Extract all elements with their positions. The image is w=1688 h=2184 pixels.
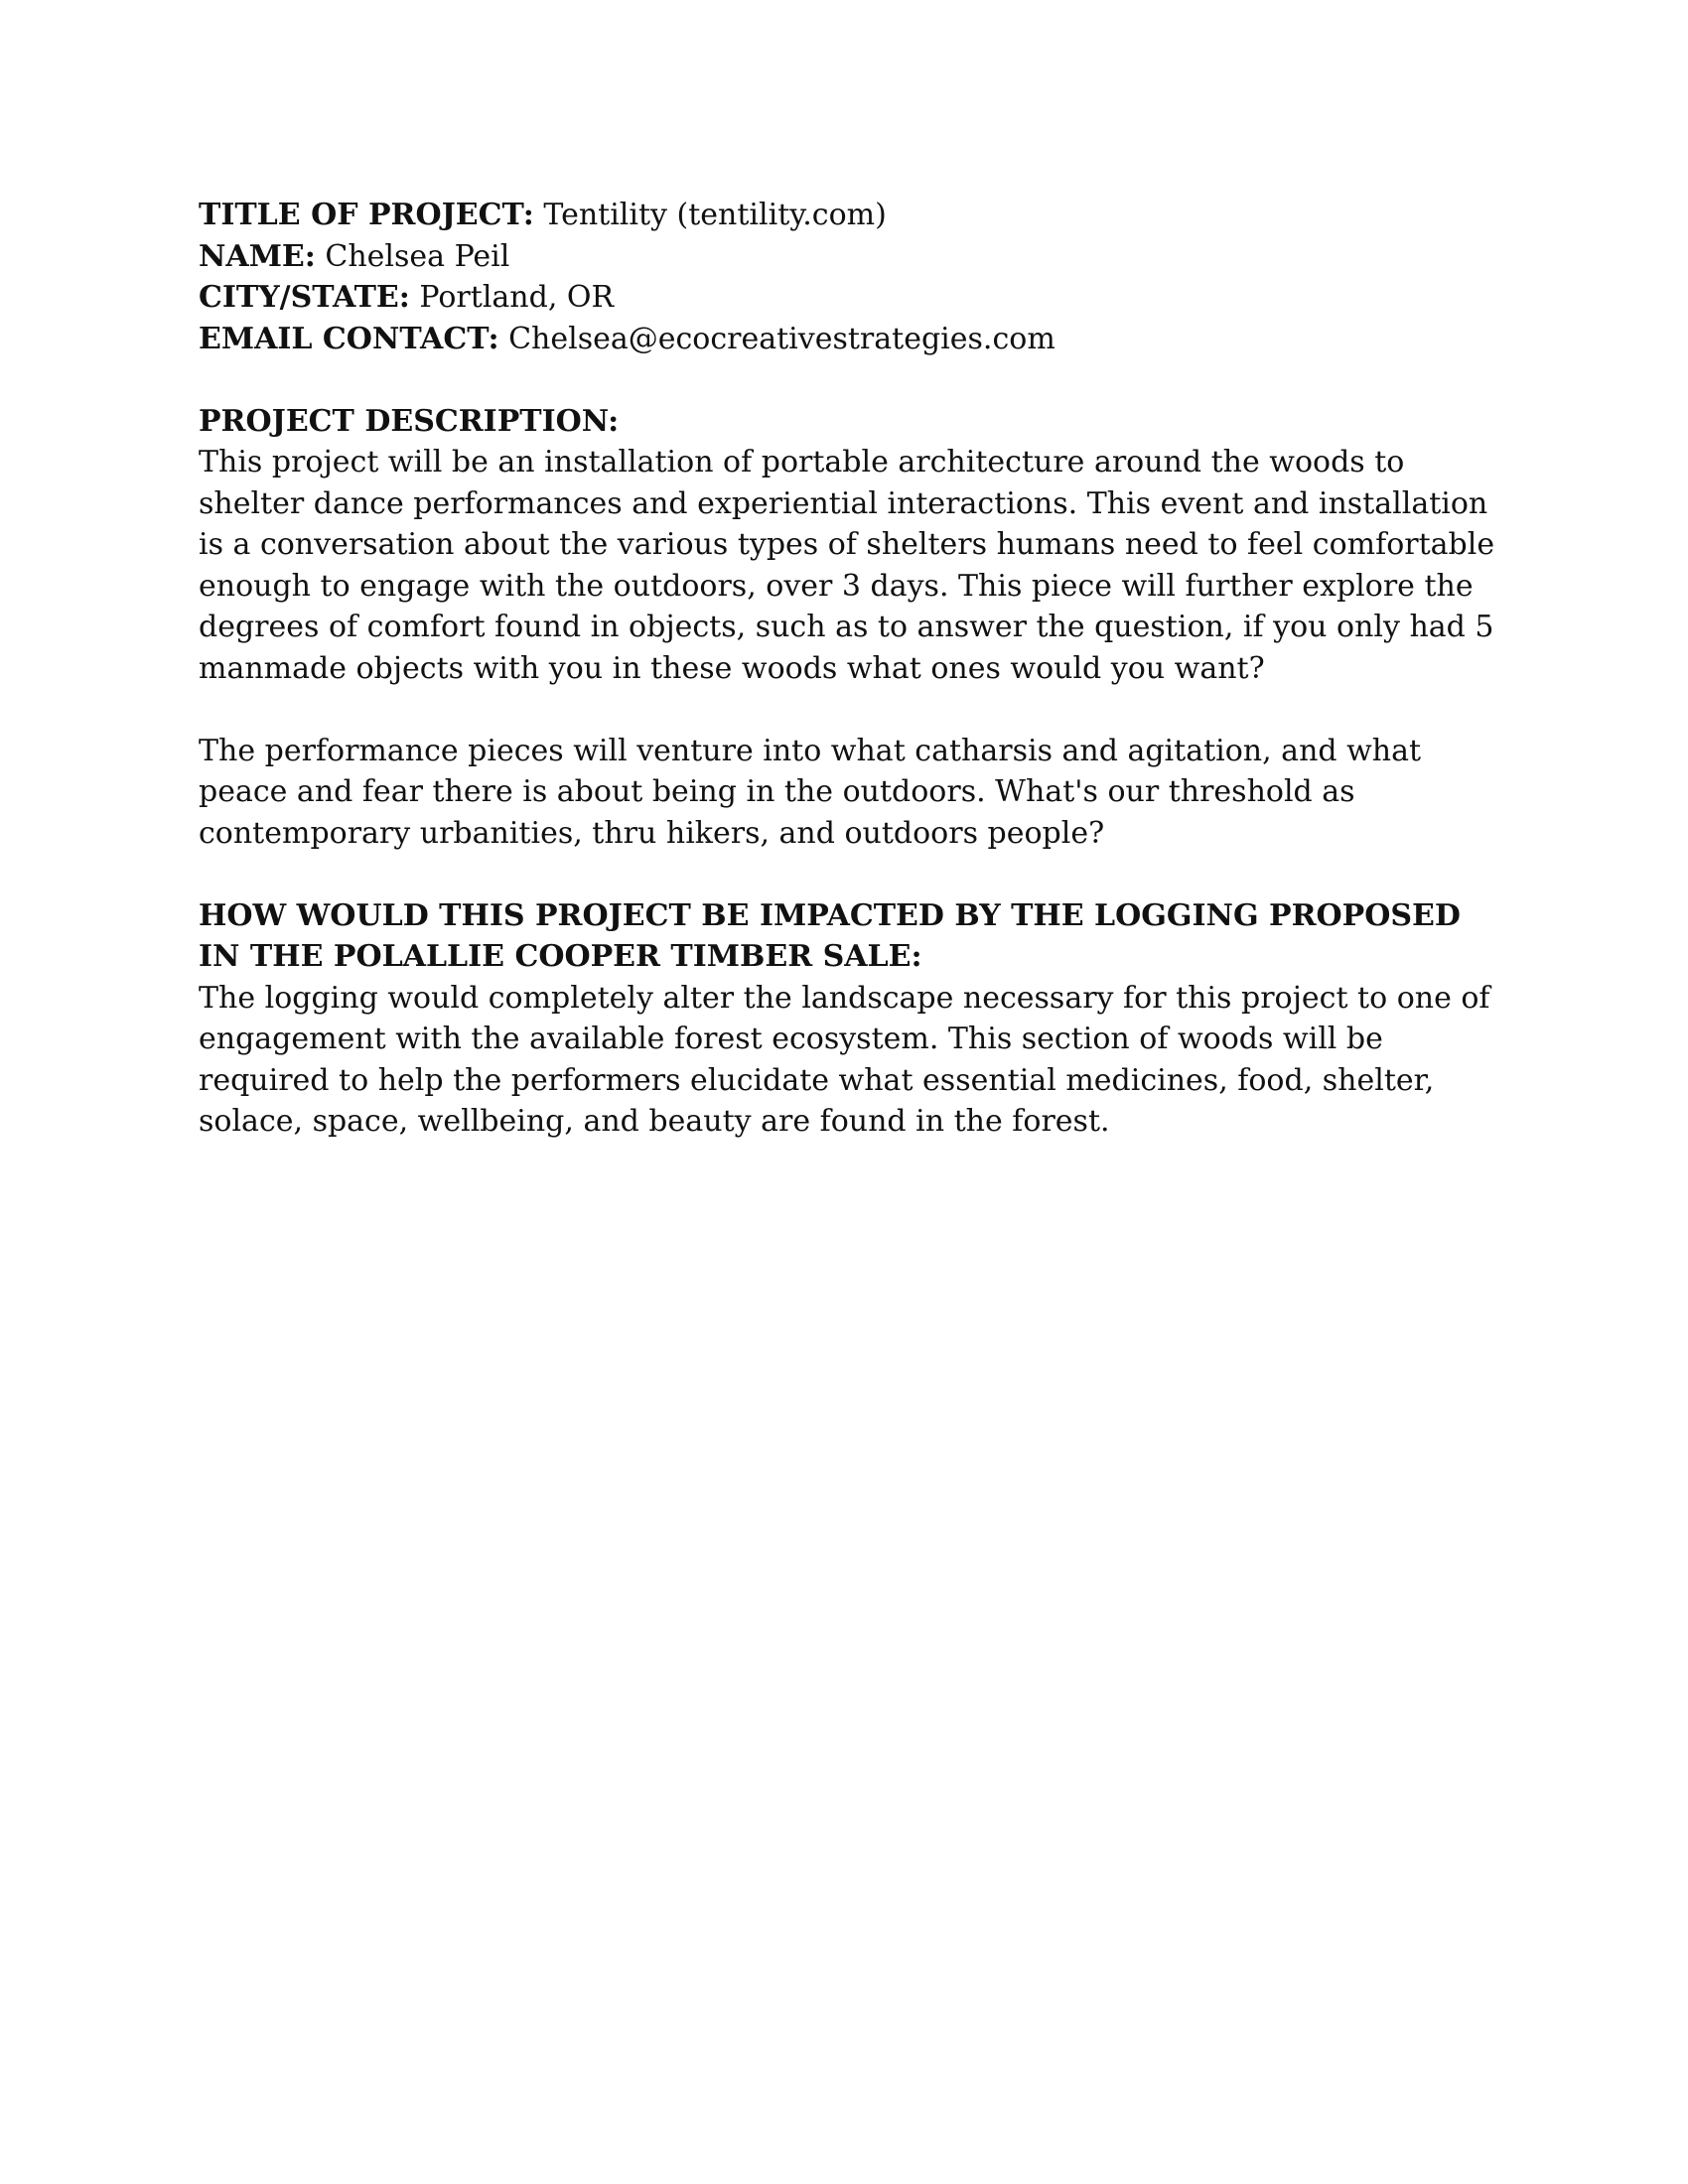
spacer (199, 854, 1509, 895)
spacer (199, 359, 1509, 401)
city-state-line (199, 277, 1509, 319)
city-state-label: CITY/STATE: (199, 280, 410, 315)
project-title-line (199, 195, 1509, 236)
project-title-value: Tentility (tentility.com) (533, 198, 887, 232)
project-description-paragraph-2: The performance pieces will venture into what catharsis and agitation, and what peace and fear there is about being in the outdoors. What's our threshold as contemporary urbanities, thru hikers, and outdoors people? (199, 733, 1422, 851)
project-description-paragraph-1: This project will be an installation of portable architecture around the woods to shelter dance performances and experiential interactions. This event and installation is a conversation about the various types of shelters humans need to feel comfortable enough to engage with the outdoors, over 3 days. This piece will further explore the degrees of comfort found in objects, such as to answer the question, if you only had 5 manmade objects with you in these woods what ones would you want? (199, 445, 1495, 686)
name-value: Chelsea Peil (315, 238, 510, 274)
document-page (199, 195, 1509, 1143)
spacer (199, 689, 1509, 731)
name-label: NAME: (199, 238, 316, 274)
project-description-heading: PROJECT DESCRIPTION: (199, 403, 620, 439)
email-contact-line (199, 319, 1509, 360)
email-contact-label: EMAIL CONTACT: (199, 321, 499, 356)
email-contact-value: Chelsea@ecocreativestrategies.com (498, 321, 1055, 356)
name-line (199, 236, 1509, 278)
project-title-label: TITLE OF PROJECT: (199, 198, 534, 232)
logging-impact-paragraph: The logging would completely alter the landscape necessary for this project to one of engagement with the available forest ecosystem. This section of woods will be required to help the performers elucidate what essential medicines, food, shelter, solace, space, wellbeing, and beauty are found in the forest. (199, 980, 1490, 1139)
city-state-value: Portland, OR (409, 280, 615, 315)
logging-impact-heading: HOW WOULD THIS PROJECT BE IMPACTED BY THE LOGGING PROPOSED IN THE POLALLIE COOPER TIMBER SALE: (199, 897, 1461, 974)
